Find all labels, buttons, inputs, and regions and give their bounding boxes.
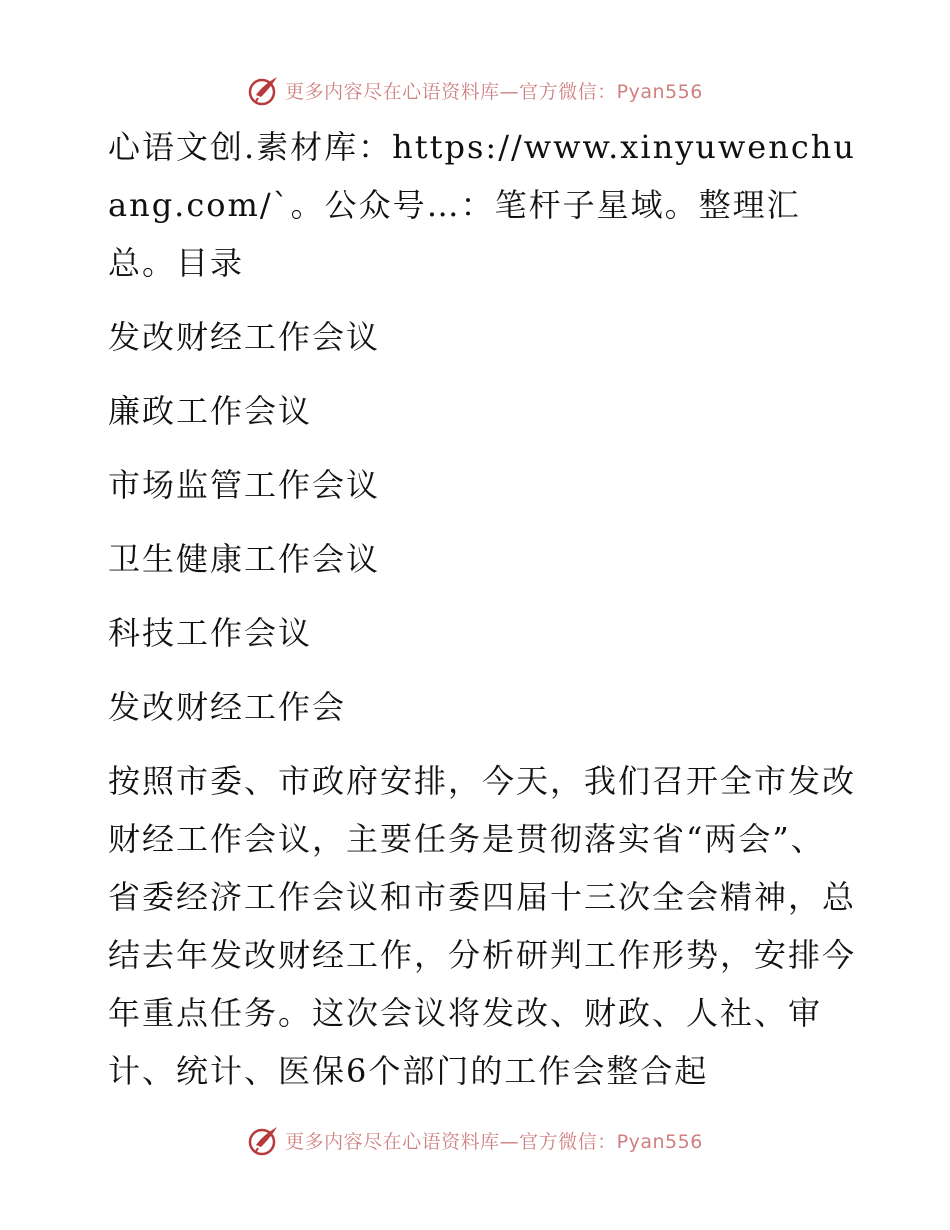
header-banner-text: 更多内容尽在心语资料库—官方微信：Pyan556 bbox=[285, 80, 703, 103]
toc-item: 廉政工作会议 bbox=[108, 392, 313, 430]
header-banner bbox=[0, 70, 950, 110]
document-body bbox=[98, 118, 858, 1100]
table-of-contents bbox=[98, 308, 858, 678]
footer-banner bbox=[0, 1120, 950, 1160]
quill-logo-icon bbox=[247, 73, 281, 107]
quill-logo-icon bbox=[247, 1123, 281, 1157]
footer-banner-text: 更多内容尽在心语资料库—官方微信：Pyan556 bbox=[285, 1130, 703, 1153]
toc-item: 科技工作会议 bbox=[108, 614, 313, 652]
body-paragraph: 按照市委、市政府安排，今天，我们召开全市发改财经工作会议，主要任务是贯彻落实省“两会”、省委经济工作会议和市委四届十三次全会精神，总结去年发改财经工作，分析研判工作形势，安排今年重点任务。这次会议将发改、财政、人社、审计、统计、医保6个部门的工作会整合起 bbox=[108, 762, 857, 1090]
section-title: 发改财经工作会 bbox=[108, 688, 347, 726]
toc-item: 发改财经工作会议 bbox=[108, 318, 381, 356]
toc-item: 市场监管工作会议 bbox=[108, 466, 381, 504]
toc-item: 卫生健康工作会议 bbox=[108, 540, 381, 578]
intro-paragraph: 心语文创.素材库：https://www.xinyuwenchuang.com/`。公众号…：笔杆子星域。整理汇总。目录 bbox=[108, 128, 856, 282]
